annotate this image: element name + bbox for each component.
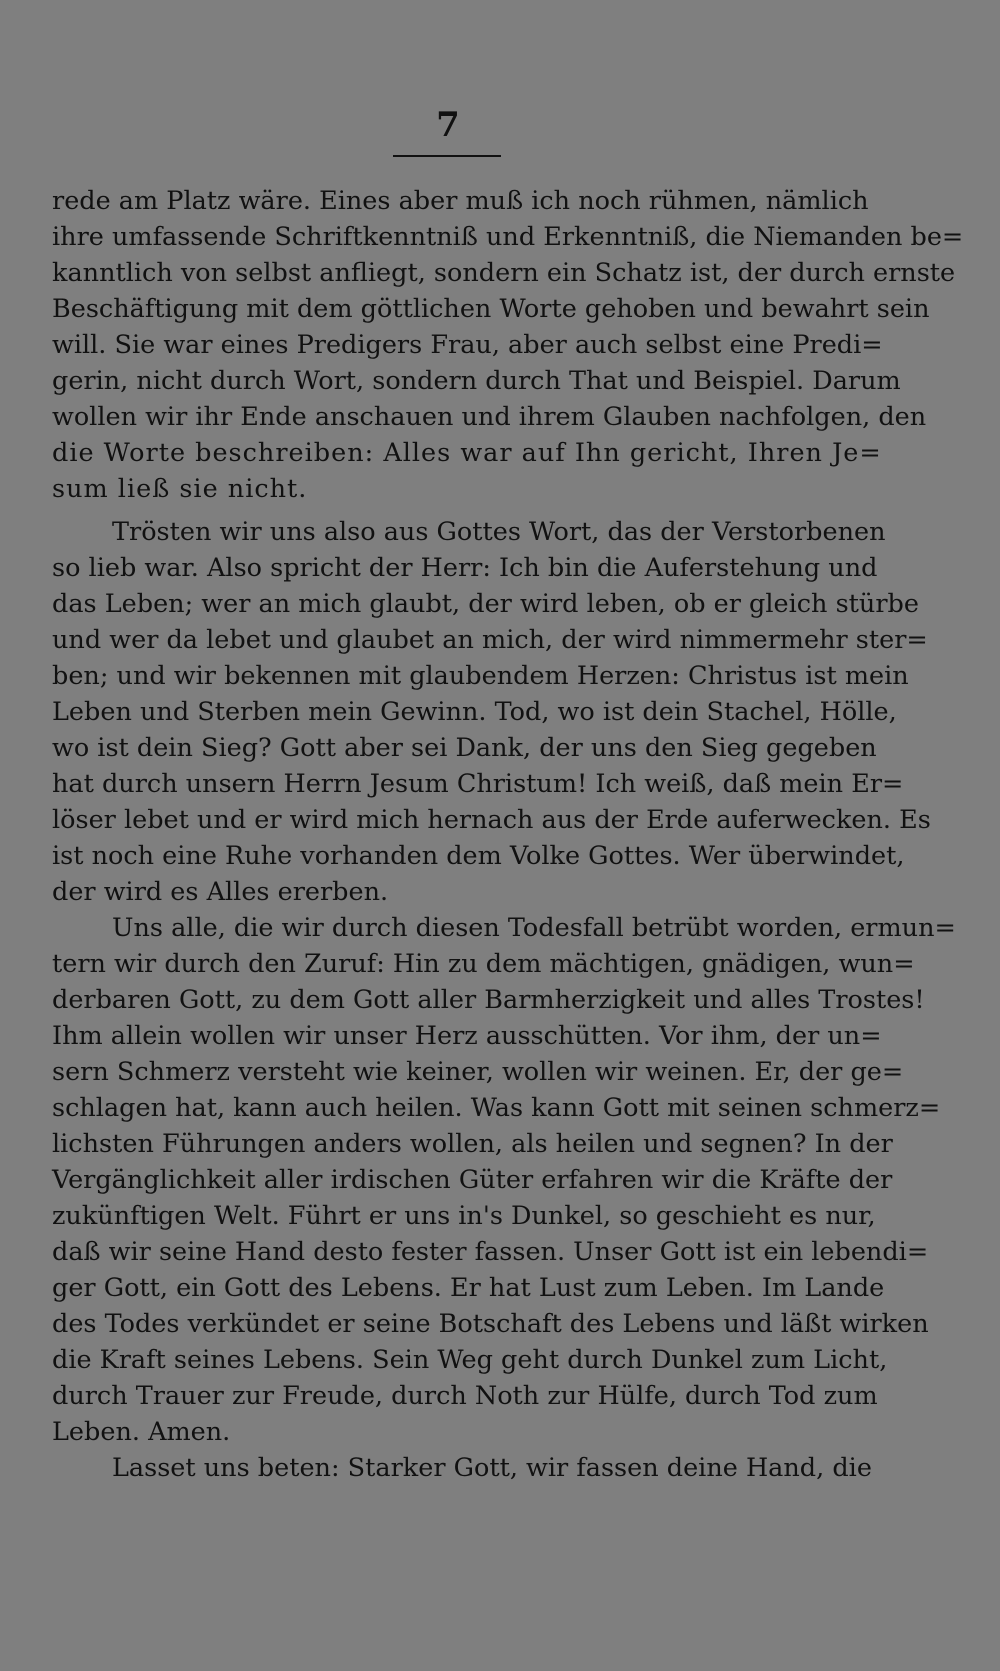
text-line: sern Schmerz versteht wie keiner, wollen wir weinen. Er, der ge=	[52, 1057, 904, 1087]
text-line: der wird es Alles ererben.	[52, 877, 389, 907]
text-line: wo ist dein Sieg? Gott aber sei Dank, der uns den Sieg gegeben	[52, 733, 877, 763]
text-line: Ihm allein wollen wir unser Herz ausschütten. Vor ihm, der un=	[52, 1021, 882, 1051]
text-line: rede am Platz wäre. Eines aber muß ich noch rühmen, nämlich	[52, 186, 869, 216]
text-line: daß wir seine Hand desto fester fassen. Unser Gott ist ein lebendi=	[52, 1237, 929, 1267]
text-line: und wer da lebet und glaubet an mich, der wird nimmermehr ster=	[52, 625, 928, 655]
paragraph-start-line: Lasset uns beten: Starker Gott, wir fassen deine Hand, die	[112, 1453, 872, 1483]
text-line: des Todes verkündet er seine Botschaft des Lebens und läßt wirken	[52, 1309, 929, 1339]
text-line: ben; und wir bekennen mit glaubendem Herzen: Christus ist mein	[52, 661, 909, 691]
page-number-rule	[393, 155, 501, 157]
text-line: will. Sie war eines Predigers Frau, aber auch selbst eine Predi=	[52, 330, 883, 360]
text-line: ihre umfassende Schriftkenntniß und Erkenntniß, die Niemanden be=	[52, 222, 964, 252]
text-line: gerin, nicht durch Wort, sondern durch That und Beispiel. Darum	[52, 366, 901, 396]
text-line: Leben. Amen.	[52, 1417, 231, 1447]
text-line: hat durch unsern Herrn Jesum Christum! Ich weiß, daß mein Er=	[52, 769, 904, 799]
text-line: derbaren Gott, zu dem Gott aller Barmherzigkeit und alles Trostes!	[52, 985, 925, 1015]
text-line: Leben und Sterben mein Gewinn. Tod, wo ist dein Stachel, Hölle,	[52, 697, 897, 727]
text-line: schlagen hat, kann auch heilen. Was kann Gott mit seinen schmerz=	[52, 1093, 941, 1123]
text-line: löser lebet und er wird mich hernach aus der Erde auferwecken. Es	[52, 805, 931, 835]
text-line: ger Gott, ein Gott des Lebens. Er hat Lust zum Leben. Im Lande	[52, 1273, 885, 1303]
paragraph-start-line: Trösten wir uns also aus Gottes Wort, das der Verstorbenen	[112, 517, 886, 547]
text-line: wollen wir ihr Ende anschauen und ihrem Glauben nachfolgen, den	[52, 402, 927, 432]
text-line: so lieb war. Also spricht der Herr: Ich bin die Auferstehung und	[52, 553, 878, 583]
text-line: sum ließ sie nicht.	[52, 474, 308, 504]
text-line: ist noch eine Ruhe vorhanden dem Volke Gottes. Wer überwindet,	[52, 841, 905, 871]
paragraph-start-line: Uns alle, die wir durch diesen Todesfall betrübt worden, ermun=	[112, 913, 956, 943]
text-line: lichsten Führungen anders wollen, als heilen und segnen? In der	[52, 1129, 893, 1159]
text-line: kanntlich von selbst anfliegt, sondern ein Schatz ist, der durch ernste	[52, 258, 956, 288]
text-line: die Worte beschreiben: Alles war auf Ihn gericht, Ihren Je=	[52, 438, 882, 468]
text-line: die Kraft seines Lebens. Sein Weg geht durch Dunkel zum Licht,	[52, 1345, 888, 1375]
text-line: Beschäftigung mit dem göttlichen Worte gehoben und bewahrt sein	[52, 294, 930, 324]
text-line: tern wir durch den Zuruf: Hin zu dem mächtigen, gnädigen, wun=	[52, 949, 915, 979]
text-line: zukünftigen Welt. Führt er uns in's Dunkel, so geschieht es nur,	[52, 1201, 876, 1231]
text-line: Vergänglichkeit aller irdischen Güter erfahren wir die Kräfte der	[52, 1165, 893, 1195]
text-line: das Leben; wer an mich glaubt, der wird leben, ob er gleich stürbe	[52, 589, 919, 619]
text-line: durch Trauer zur Freude, durch Noth zur Hülfe, durch Tod zum	[52, 1381, 878, 1411]
page-number: 7	[436, 105, 460, 145]
